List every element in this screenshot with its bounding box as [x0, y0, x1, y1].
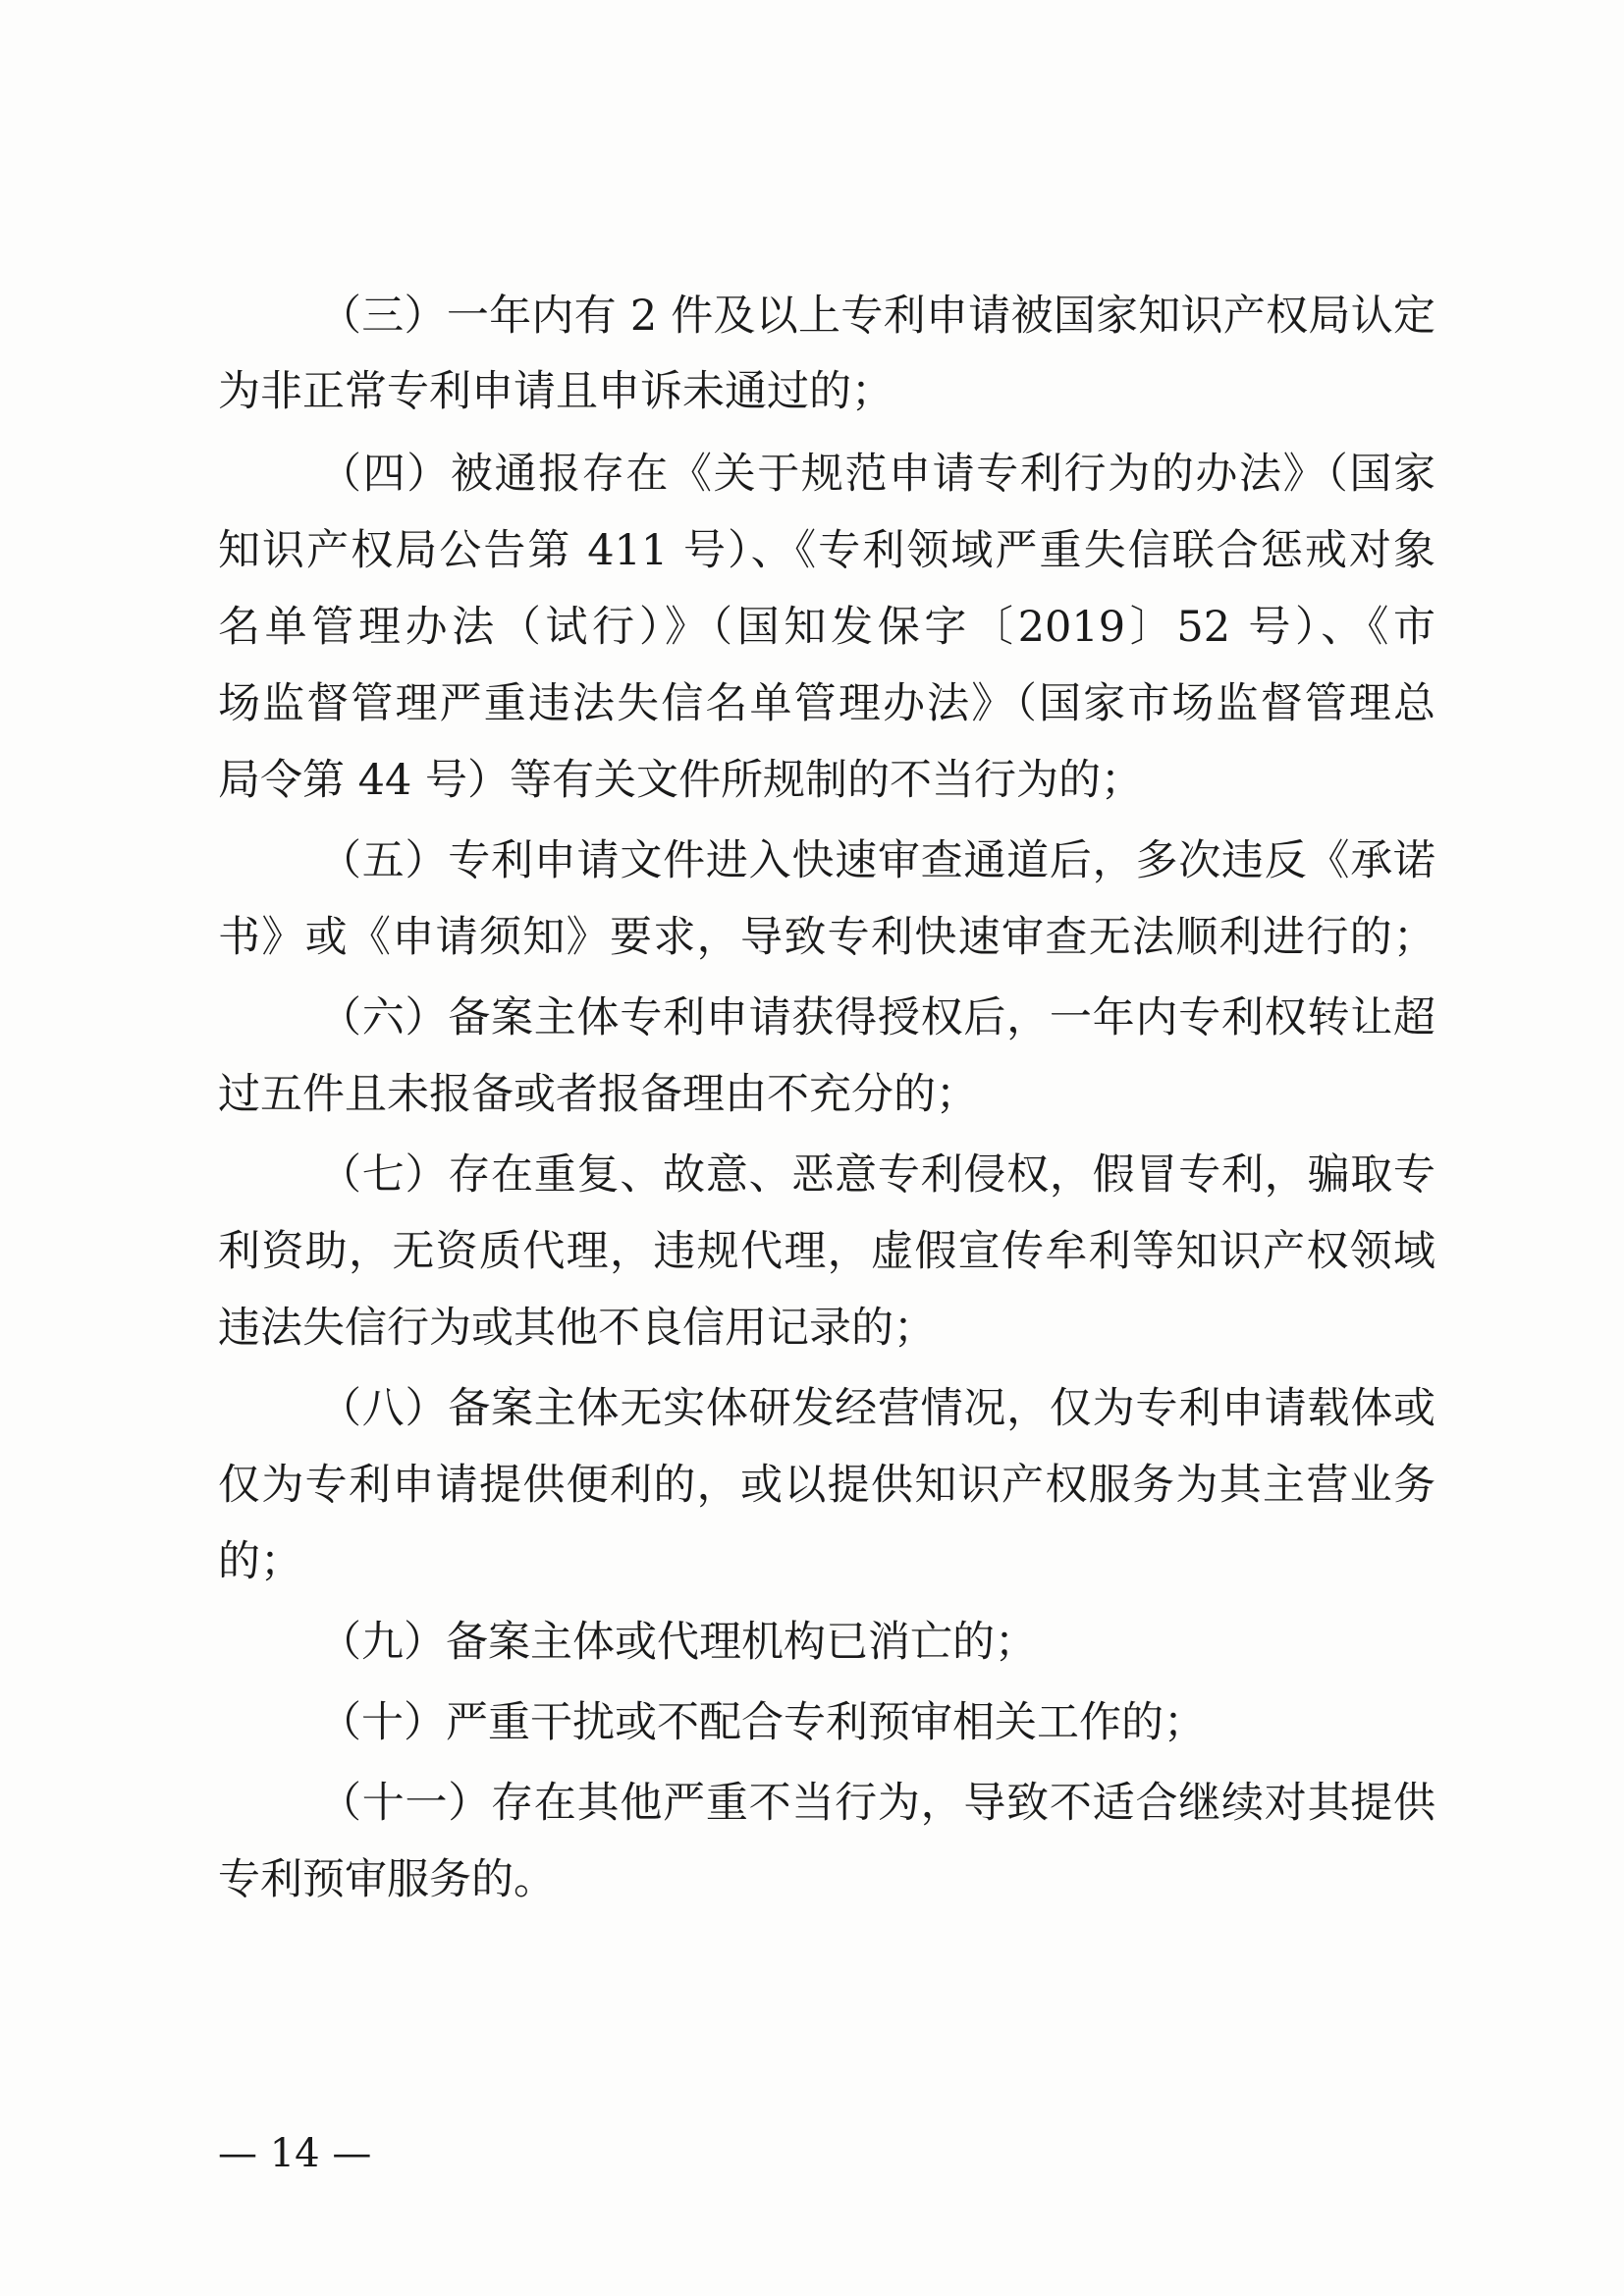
- page-number: — 14 —: [218, 2131, 372, 2176]
- paragraph-4-line-3: 名单管理办法（试行）》（国知发保字〔2019〕52 号）、《市: [218, 603, 1435, 652]
- paragraph-11-line-1: （十一）存在其他严重不当行为，导致不适合继续对其提供: [319, 1779, 1435, 1828]
- paragraph-4-line-1: （四）被通报存在《关于规范申请专利行为的办法》（国家: [319, 450, 1435, 499]
- paragraph-5-line-2: 书》或《申请须知》要求，导致专利快速审查无法顺利进行的；: [218, 913, 1435, 962]
- paragraph-3-line-2: 为非正常专利申请且申诉未通过的；: [218, 367, 893, 416]
- paragraph-5-line-1: （五）专利申请文件进入快速审查通道后，多次违反《承诺: [319, 836, 1435, 885]
- paragraph-8-line-1: （八）备案主体无实体研发经营情况，仅为专利申请载体或: [319, 1384, 1435, 1433]
- paragraph-4-line-4: 场监督管理严重违法失信名单管理办法》（国家市场监督管理总: [218, 679, 1435, 728]
- paragraph-11-line-2: 专利预审服务的。: [218, 1855, 556, 1904]
- paragraph-7-line-3: 违法失信行为或其他不良信用记录的；: [218, 1304, 936, 1353]
- paragraph-6-line-1: （六）备案主体专利申请获得授权后，一年内专利权转让超: [319, 993, 1435, 1042]
- paragraph-10-line-1: （十）严重干扰或不配合专利预审相关工作的；: [319, 1698, 1206, 1747]
- paragraph-6-line-2: 过五件且未报备或者报备理由不充分的；: [218, 1070, 978, 1119]
- paragraph-4-line-5: 局令第 44 号）等有关文件所规制的不当行为的；: [218, 756, 1144, 805]
- paragraph-8-line-2: 仅为专利申请提供便利的，或以提供知识产权服务为其主营业务: [218, 1461, 1435, 1510]
- paragraph-8-line-3: 的；: [218, 1537, 302, 1586]
- paragraph-7-line-2: 利资助，无资质代理，违规代理，虚假宣传牟利等知识产权领域: [218, 1227, 1435, 1276]
- paragraph-4-line-2: 知识产权局公告第 411 号）、《专利领域严重失信联合惩戒对象: [218, 526, 1435, 575]
- paragraph-3-line-1: （三）一年内有 2 件及以上专利申请被国家知识产权局认定: [319, 292, 1435, 341]
- paragraph-9-line-1: （九）备案主体或代理机构已消亡的；: [319, 1618, 1037, 1667]
- paragraph-7-line-1: （七）存在重复、故意、恶意专利侵权，假冒专利，骗取专: [319, 1150, 1435, 1200]
